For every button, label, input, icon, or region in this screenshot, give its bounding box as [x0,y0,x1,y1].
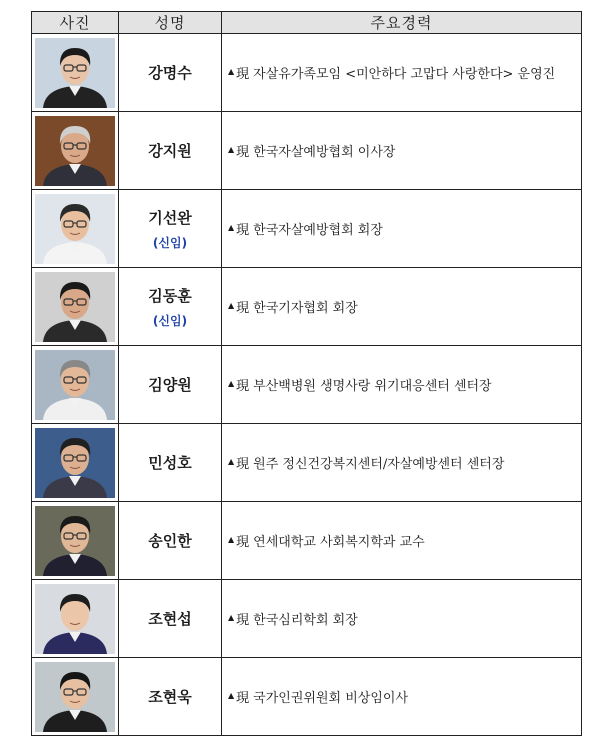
member-row [32,658,582,736]
header-photo: 사진 [32,12,119,34]
portrait-photo [35,584,115,654]
name-cell [119,112,222,190]
current-position-mark: 現 [236,690,250,706]
career-cell [222,268,582,346]
name-cell [119,424,222,502]
name-cell [119,580,222,658]
new-member-badge: (신임) [152,235,188,250]
career-cell [222,424,582,502]
triangle-bullet-icon: ▲ [228,222,235,232]
committee-table [31,11,582,736]
career-text: 한국자살예방협회 회장 [253,222,383,238]
member-row [32,34,582,112]
portrait-photo [35,116,115,186]
name-cell [119,34,222,112]
portrait-photo [35,194,115,264]
triangle-bullet-icon: ▲ [228,612,235,622]
triangle-bullet-icon: ▲ [228,534,235,544]
career-text: 한국심리학회 회장 [253,612,358,628]
photo-cell [32,502,119,580]
current-position-mark: 現 [236,534,250,550]
photo-cell [32,112,119,190]
portrait-photo [35,506,115,576]
photo-cell [32,34,119,112]
member-row [32,268,582,346]
photo-cell [32,346,119,424]
member-name: 조현욱 [148,688,192,706]
career-text: 원주 정신건강복지센터/자살예방센터 센터장 [253,456,505,472]
name-cell [119,502,222,580]
member-name: 김동훈 [148,286,192,305]
new-member-badge: (신임) [152,313,188,328]
career-cell [222,502,582,580]
career-text: 국가인권위원회 비상임이사 [253,690,409,706]
header-name: 성명 [119,12,222,34]
career-cell [222,112,582,190]
member-row [32,190,582,268]
current-position-mark: 現 [236,300,250,316]
photo-cell [32,424,119,502]
member-row [32,424,582,502]
triangle-bullet-icon: ▲ [228,144,235,154]
career-cell [222,34,582,112]
current-position-mark: 現 [236,66,250,82]
portrait-photo [35,428,115,498]
header-row [32,12,582,34]
member-name: 김양원 [148,376,192,394]
triangle-bullet-icon: ▲ [228,690,235,700]
name-cell [119,658,222,736]
member-name: 송인한 [148,532,192,550]
portrait-photo [35,350,115,420]
current-position-mark: 現 [236,612,250,628]
career-text: 연세대학교 사회복지학과 교수 [253,534,425,550]
member-name: 기선완 [148,208,192,227]
career-text: 부산백병원 생명사랑 위기대응센터 센터장 [253,378,492,394]
portrait-photo [35,38,115,108]
member-row [32,580,582,658]
photo-cell [32,658,119,736]
career-cell [222,346,582,424]
career-cell [222,658,582,736]
triangle-bullet-icon: ▲ [228,300,235,310]
name-cell [119,346,222,424]
portrait-photo [35,272,115,342]
name-cell [119,268,222,346]
triangle-bullet-icon: ▲ [228,378,235,388]
career-cell [222,190,582,268]
member-name: 강지원 [148,142,192,160]
name-cell [119,190,222,268]
career-text: 한국기자협회 회장 [253,300,358,316]
career-text: 한국자살예방협회 이사장 [253,144,396,160]
photo-cell [32,190,119,268]
current-position-mark: 現 [236,456,250,472]
current-position-mark: 現 [236,222,250,238]
member-row [32,502,582,580]
member-name: 민성호 [148,454,192,472]
member-name: 강명수 [148,64,192,82]
member-name: 조현섭 [148,610,192,628]
member-row [32,112,582,190]
triangle-bullet-icon: ▲ [228,66,235,76]
career-text: 자살유가족모임 <미안하다 고맙다 사랑한다> 운영진 [253,66,556,82]
triangle-bullet-icon: ▲ [228,456,235,466]
current-position-mark: 現 [236,378,250,394]
portrait-photo [35,662,115,732]
career-cell [222,580,582,658]
member-row [32,346,582,424]
photo-cell [32,268,119,346]
current-position-mark: 現 [236,144,250,160]
header-career: 주요경력 [222,12,582,34]
photo-cell [32,580,119,658]
